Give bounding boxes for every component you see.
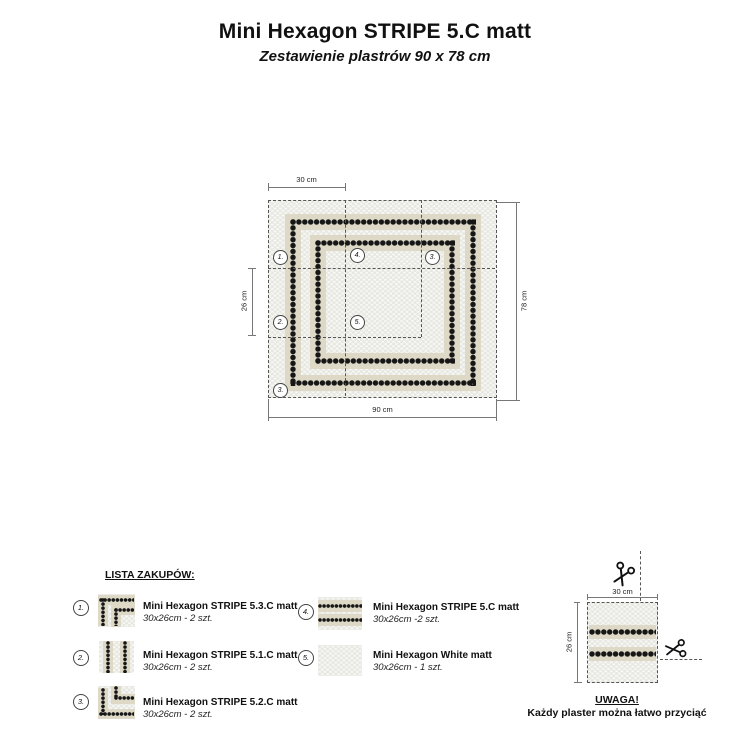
sheet-marker-5: 5. (350, 315, 365, 330)
sheet-marker-4: 4. (350, 248, 365, 263)
cut-dim-line-26cm (577, 602, 578, 683)
item-name: Mini Hexagon White matt (373, 650, 492, 661)
list-marker-2: 2. (73, 650, 89, 666)
dim-line-26cm (252, 268, 253, 335)
sheet-divider-v1 (345, 200, 346, 396)
dim-label-26cm: 26 cm (239, 290, 249, 312)
dim-tick (574, 682, 582, 683)
item-name: Mini Hexagon STRIPE 5.1.C matt (143, 650, 298, 661)
thumb-vertical-stripes (99, 641, 134, 673)
sheet-marker-3-top: 3. (425, 250, 440, 265)
dim-tick (268, 413, 269, 421)
sheet-marker-2: 2. (273, 315, 288, 330)
list-marker-3: 3. (73, 694, 89, 710)
cut-dim-label-26cm: 26 cm (564, 631, 574, 653)
dim-tick (268, 183, 269, 191)
dim-line-78cm (516, 202, 517, 400)
thumb-plain-white (318, 645, 362, 676)
dim-tick (345, 183, 346, 191)
item-qty: 30x26cm - 2 szt. (143, 709, 213, 720)
sheet-marker-3-bottom: 3. (273, 383, 288, 398)
dim-tick (496, 413, 497, 421)
thumb-corner-top-left (98, 594, 135, 627)
sheet-outline (268, 200, 497, 398)
shopping-list-heading: LISTA ZAKUPÓW: (105, 569, 195, 581)
dim-label-78cm: 78 cm (519, 290, 529, 312)
list-marker-4: 4. (298, 604, 314, 620)
sample-sheet (587, 602, 658, 683)
mosaic-layout-diagram (268, 200, 497, 398)
dim-label-30cm: 30 cm (296, 175, 317, 184)
dim-tick (657, 594, 658, 600)
scissors-icon (662, 635, 690, 667)
sheet-divider-h1 (268, 268, 495, 269)
thumb-corner-bottom-left (98, 686, 135, 719)
cut-dim-line-30cm (587, 597, 658, 598)
warning-title: UWAGA! (595, 694, 639, 706)
item-qty: 30x26cm -2 szt. (373, 614, 441, 625)
item-qty: 30x26cm - 2 szt. (143, 613, 213, 624)
item-qty: 30x26cm - 1 szt. (373, 662, 443, 673)
list-marker-1: 1. (73, 600, 89, 616)
list-marker-5: 5. (298, 650, 314, 666)
dim-tick (248, 268, 256, 269)
item-name: Mini Hexagon STRIPE 5.3.C matt (143, 601, 298, 612)
dim-tick (512, 202, 520, 203)
item-name: Mini Hexagon STRIPE 5.C matt (373, 602, 520, 613)
warning-text: Każdy plaster można łatwo przyciąć (527, 707, 707, 719)
page-subtitle: Zestawienie plastrów 90 x 78 cm (259, 48, 491, 65)
dim-line-30cm (268, 187, 345, 188)
cut-dim-label-30cm: 30 cm (612, 587, 633, 596)
dim-tick (248, 335, 256, 336)
page-title: Mini Hexagon STRIPE 5.C matt (218, 20, 532, 43)
sheet-marker-1: 1. (273, 250, 288, 265)
sheet-divider-h2 (268, 337, 421, 338)
item-name: Mini Hexagon STRIPE 5.2.C matt (143, 697, 298, 708)
thumb-horizontal-stripes (318, 597, 362, 630)
dim-tick (574, 602, 580, 603)
dim-tick (587, 594, 588, 600)
dim-label-90cm: 90 cm (372, 405, 393, 414)
dim-tick (512, 400, 520, 401)
item-qty: 30x26cm - 2 szt. (143, 662, 213, 673)
dim-line-90cm (268, 417, 497, 418)
